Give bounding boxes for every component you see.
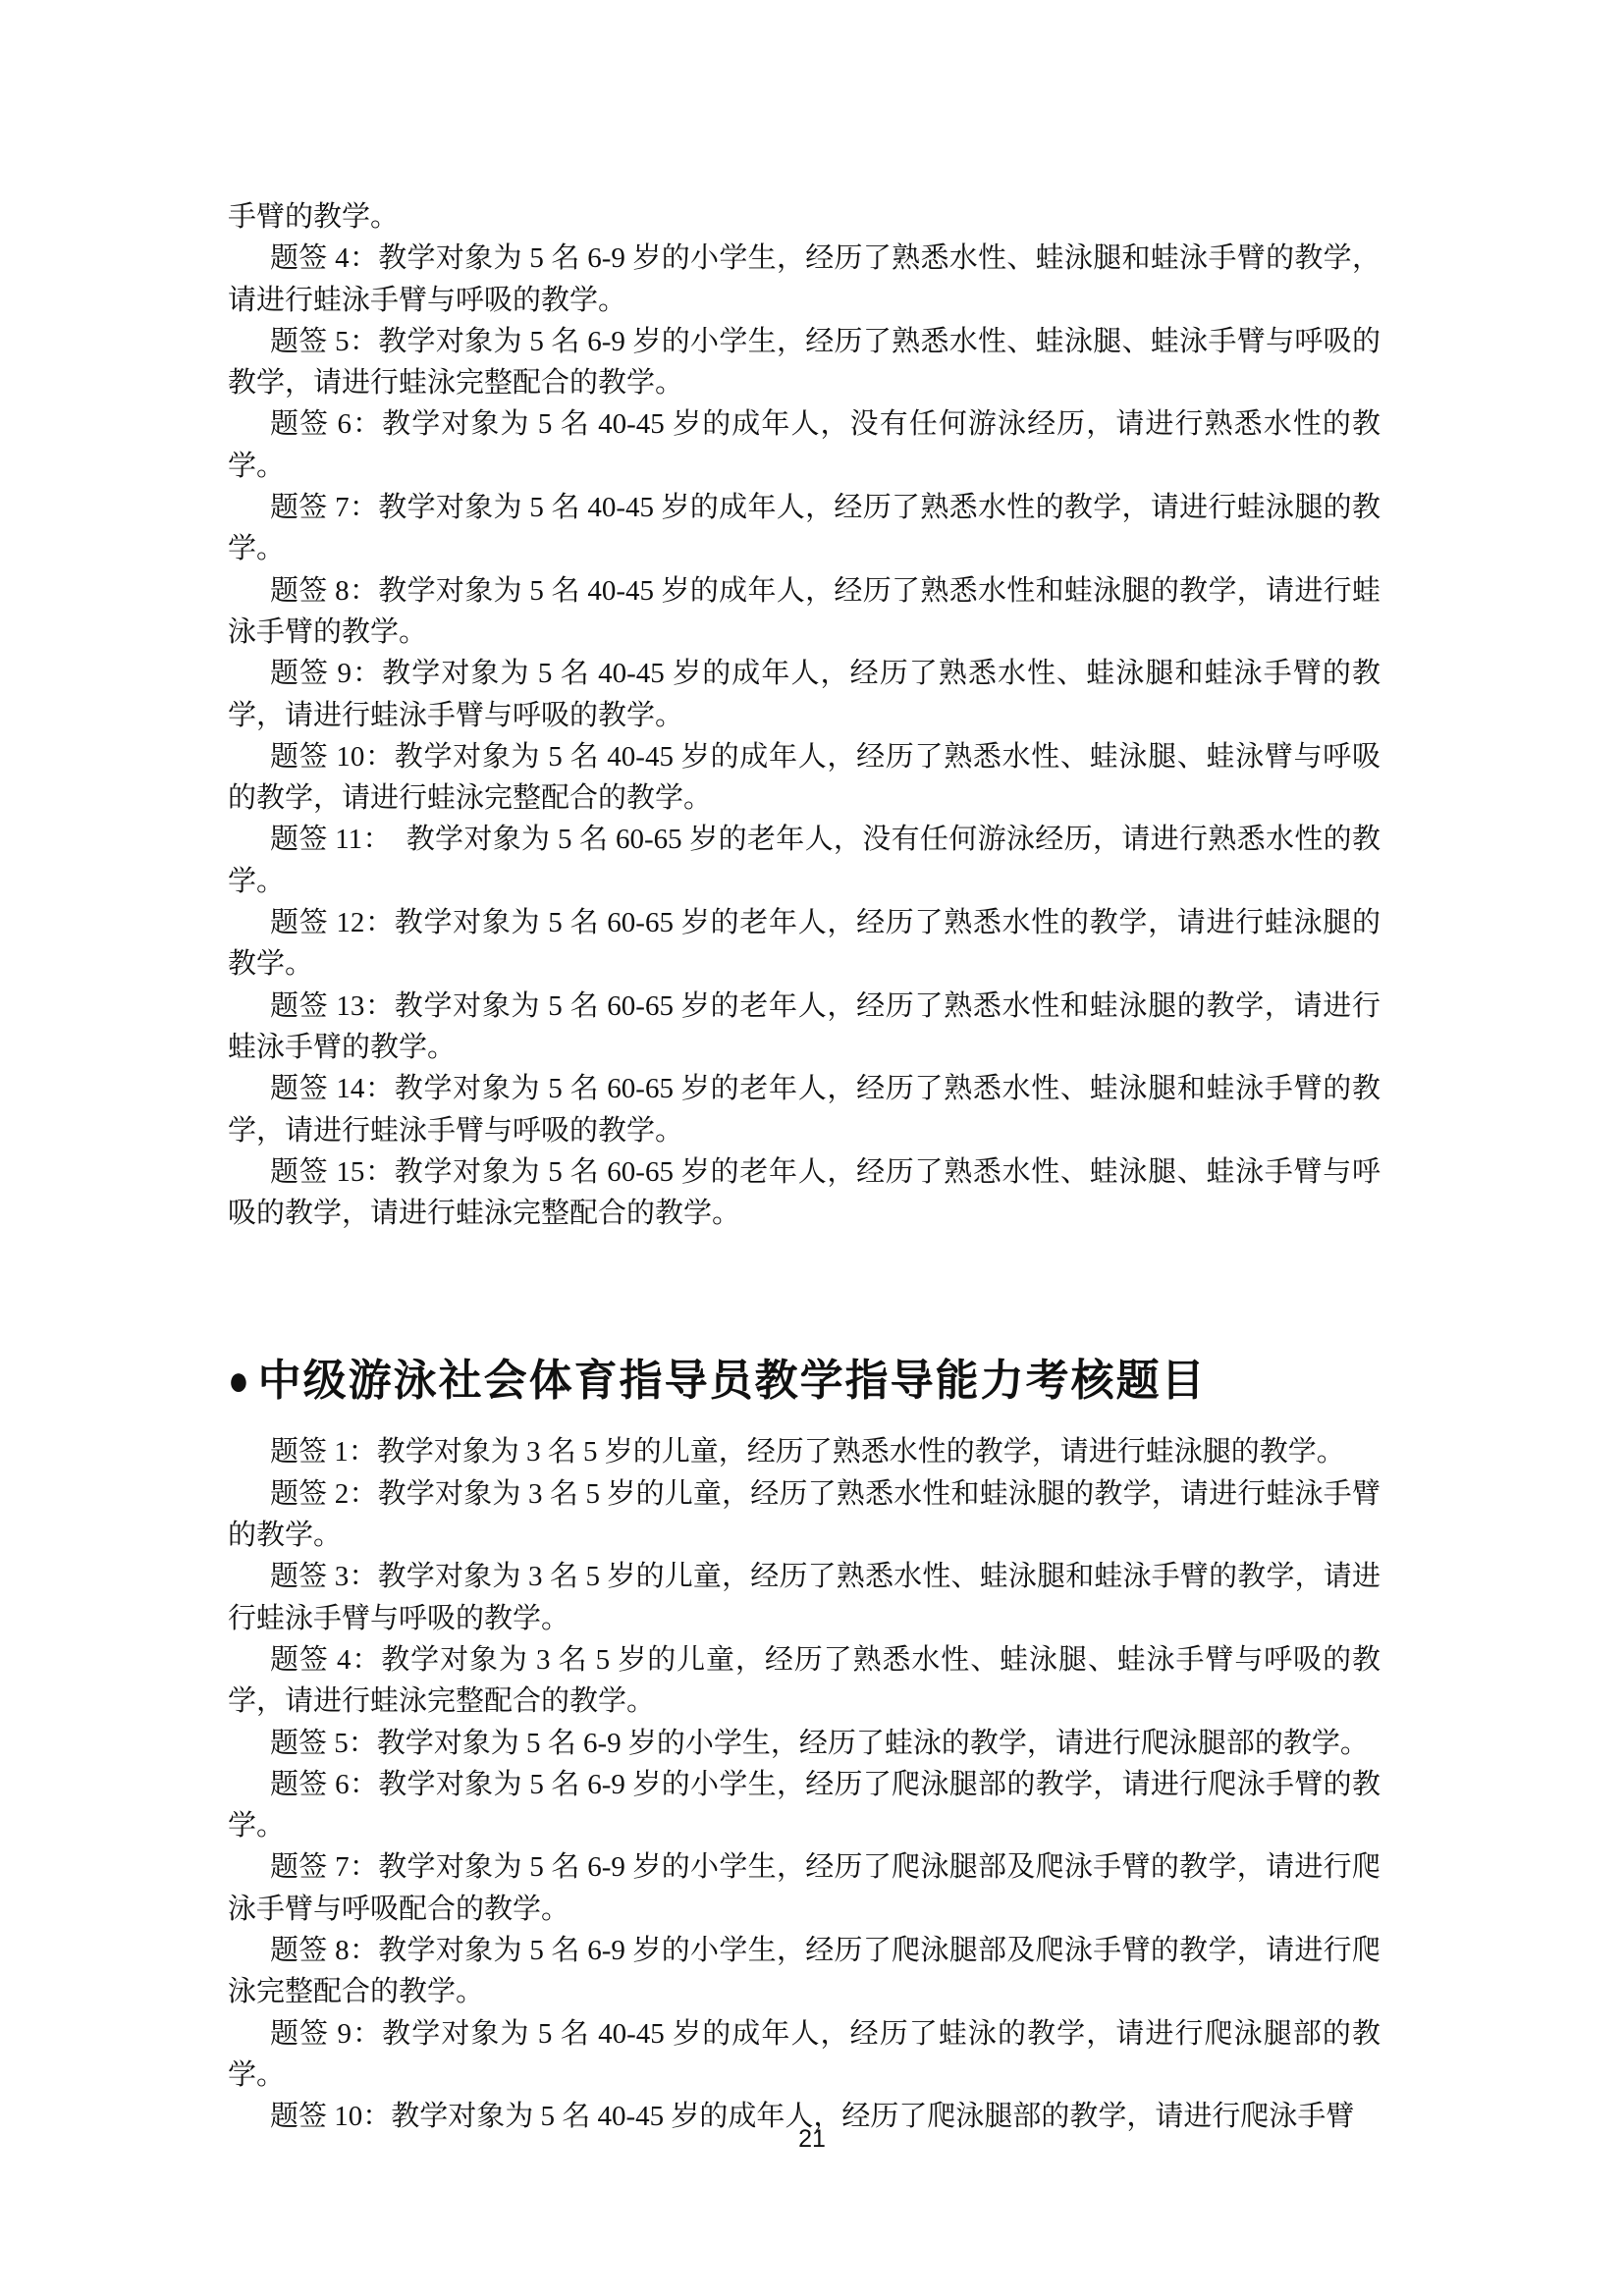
- paragraph: 题签 6：教学对象为 5 名 40-45 岁的成年人，没有任何游泳经历，请进行熟悉水性的教学。: [228, 408, 1380, 482]
- paragraph: 题签 8：教学对象为 5 名 40-45 岁的成年人，经历了熟悉水性和蛙泳腿的教学，请进行蛙泳手臂的教学。: [228, 574, 1380, 648]
- page-number: 21: [798, 2125, 826, 2153]
- paragraph: 题签 8：教学对象为 5 名 6-9 岁的小学生，经历了爬泳腿部及爬泳手臂的教学，请进行爬泳完整配合的教学。: [228, 1934, 1380, 2008]
- paragraph: 题签 7：教学对象为 5 名 40-45 岁的成年人，经历了熟悉水性的教学，请进行蛙泳腿的教学。: [228, 492, 1380, 565]
- section-heading: [228, 1352, 1380, 1411]
- paragraph: 题签 6：教学对象为 5 名 6-9 岁的小学生，经历了爬泳腿部的教学，请进行爬泳手臂的教学。: [228, 1768, 1380, 1842]
- paragraph: 题签 2：教学对象为 3 名 5 岁的儿童，经历了熟悉水性和蛙泳腿的教学，请进行蛙泳手臂的教学。: [228, 1477, 1380, 1552]
- paragraph: 题签 10：教学对象为 5 名 40-45 岁的成年人，经历了熟悉水性、蛙泳腿、蛙泳臂与呼吸的教学，请进行蛙泳完整配合的教学。: [228, 740, 1380, 815]
- paragraph: 题签 14：教学对象为 5 名 60-65 岁的老年人，经历了熟悉水性、蛙泳腿和蛙泳手臂的教学，请进行蛙泳手臂与呼吸的教学。: [228, 1073, 1380, 1147]
- paragraph: 题签 4：教学对象为 5 名 6-9 岁的小学生，经历了熟悉水性、蛙泳腿和蛙泳手臂的教学，请进行蛙泳手臂与呼吸的教学。: [228, 242, 1380, 316]
- paragraph: 题签 5：教学对象为 5 名 6-9 岁的小学生，经历了蛙泳的教学，请进行爬泳腿部的教学。: [270, 1727, 1369, 1759]
- section-intermediate-exam-items: [228, 1352, 1380, 2137]
- paragraph: 题签 13：教学对象为 5 名 60-65 岁的老年人，经历了熟悉水性和蛙泳腿的教学，请进行蛙泳手臂的教学。: [228, 989, 1380, 1063]
- paragraph: 题签 1：教学对象为 3 名 5 岁的儿童，经历了熟悉水性的教学，请进行蛙泳腿的教学。: [270, 1436, 1345, 1468]
- paragraph: 题签 11： 教学对象为 5 名 60-65 岁的老年人，没有任何游泳经历，请进行熟悉水性的教学。: [228, 824, 1380, 897]
- paragraph: 题签 7：教学对象为 5 名 6-9 岁的小学生，经历了爬泳腿部及爬泳手臂的教学，请进行爬泳手臂与呼吸配合的教学。: [228, 1851, 1380, 1925]
- paragraph: 题签 4：教学对象为 3 名 5 岁的儿童，经历了熟悉水性、蛙泳腿、蛙泳手臂与呼吸的教学，请进行蛙泳完整配合的教学。: [228, 1643, 1380, 1718]
- section-bullet-icon: ●: [228, 1357, 251, 1406]
- paragraph: 题签 9：教学对象为 5 名 40-45 岁的成年人，经历了熟悉水性、蛙泳腿和蛙泳手臂的教学，请进行蛙泳手臂与呼吸的教学。: [228, 658, 1380, 731]
- section-elementary-exam-items-tail: [228, 196, 1380, 1234]
- paragraph: 题签 12：教学对象为 5 名 60-65 岁的老年人，经历了熟悉水性的教学，请进行蛙泳腿的教学。: [228, 907, 1380, 981]
- paragraph: 手臂的教学。: [228, 201, 400, 233]
- section-heading-text: 中级游泳社会体育指导员教学指导能力考核题目: [257, 1357, 1207, 1406]
- paragraph: 题签 10：教学对象为 5 名 40-45 岁的成年人，经历了爬泳腿部的教学，请进行爬泳手臂: [270, 2101, 1355, 2133]
- paragraph: 题签 15：教学对象为 5 名 60-65 岁的老年人，经历了熟悉水性、蛙泳腿、蛙泳手臂与呼吸的教学，请进行蛙泳完整配合的教学。: [228, 1155, 1380, 1230]
- paragraph: 题签 3：教学对象为 3 名 5 岁的儿童，经历了熟悉水性、蛙泳腿和蛙泳手臂的教学，请进行蛙泳手臂与呼吸的教学。: [228, 1561, 1380, 1634]
- paragraph: 题签 5：教学对象为 5 名 6-9 岁的小学生，经历了熟悉水性、蛙泳腿、蛙泳手臂与呼吸的教学，请进行蛙泳完整配合的教学。: [228, 325, 1380, 400]
- paragraph: 题签 9：教学对象为 5 名 40-45 岁的成年人，经历了蛙泳的教学，请进行爬泳腿部的教学。: [228, 2017, 1380, 2091]
- document-content: [228, 196, 1380, 2137]
